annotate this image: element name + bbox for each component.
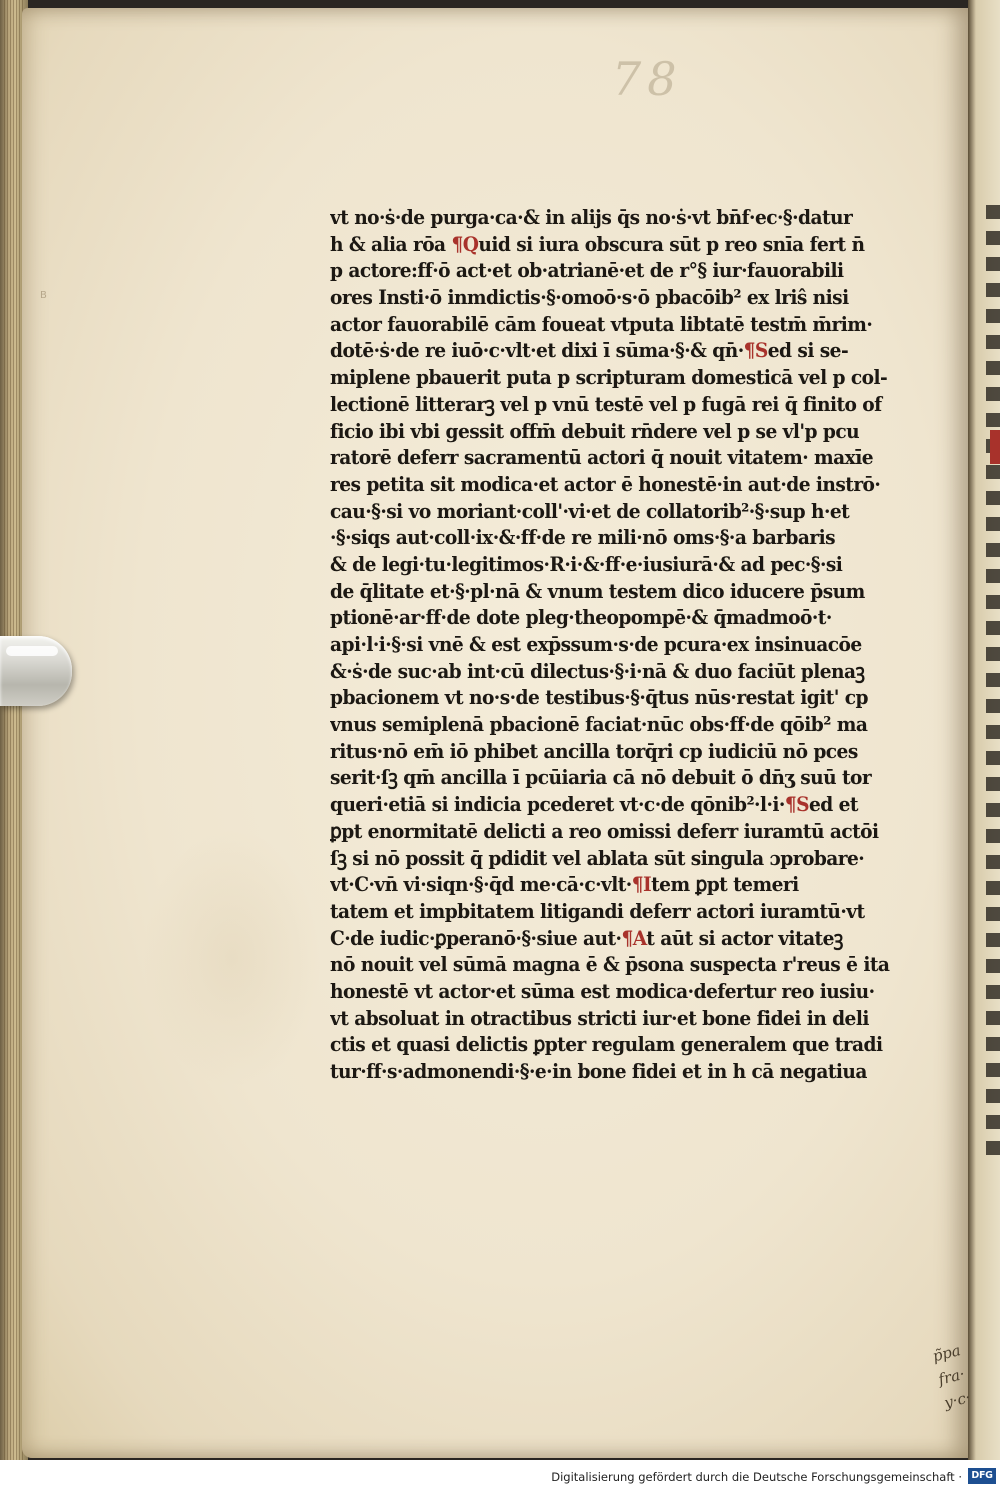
text-line: vt·C·vn̄ vi·siqn·§·q̄d me·cā·c·vlt·¶Item ꝑpt temeri [330, 872, 799, 897]
text-line: miplene pbauerit puta p scripturam domesticā vel p col- [330, 365, 888, 390]
text-line: nō nouit vel sūmā magna ē & p̄sona suspecta r'reus ē ita [330, 952, 890, 977]
text-line: ritus·nō em̄ iō phibet ancilla torq̄ri cp iudiciū nō pces [330, 738, 858, 763]
rubric-capital: ¶Q [451, 231, 479, 256]
text-line: ·§·siqs aut·coll·ix·&·ff·de re mili·nō oms·§·a barbaris [330, 525, 836, 550]
page-clip-highlight [6, 646, 58, 656]
handwritten-note-line: p̃pa [930, 1341, 963, 1366]
paper-stain [142, 828, 322, 1088]
text-line: ſꝫ si nō possit q̄ pdidit vel ablata sūt singula ɔprobare· [330, 845, 865, 870]
text-line: actor fauorabilē cām foueat vtputa libtatē testm̄ m̄rim· [330, 311, 873, 336]
handwritten-note-line: y·c· [942, 1388, 973, 1412]
text-line: ptionē·ar·ff·de dote pleg·theopompē·& q̄madmoō·t· [330, 605, 832, 630]
rubric-capital: ¶S [743, 338, 768, 363]
text-line: vnus semiplenā pbacionē faciat·nūc obs·ff·de qōib² ma [330, 712, 868, 737]
rubric-capital: ¶I [631, 872, 652, 897]
text-line: de q̄litate et·§·pl·nā & vnum testem dico iducere p̄sum [330, 578, 865, 603]
handwritten-note-line: fra· [936, 1364, 967, 1389]
text-line: h & alia rōa ¶Quid si iura obscura sūt p reo snīa fert n̄ [330, 231, 865, 256]
attribution-text: Digitalisierung gefördert durch die Deutsche Forschungsgemeinschaft · [551, 1470, 962, 1484]
text-line: vt no·ṡ·de purga·ca·& in alijs q̄s no·ṡ·vt bn̄f·ec·§·datur [330, 205, 853, 229]
dfg-logo: DFG [968, 1468, 996, 1484]
text-line: queri·etiā si indicia pcederet vt·c·de qōnib²·l·i·¶Sed et [330, 792, 858, 817]
text-line: honestē vt actor·et sūma est modica·defertur reo iusiu· [330, 978, 875, 1003]
text-line: & de legi·tu·legitimos·R·i·&·ff·e·iusiurā·& ad pec·§·si [330, 551, 843, 576]
rubric-capital: ¶S [784, 792, 809, 817]
text-line: &·ṡ·de suc·ab int·cū dilectus·§·i·nā & duo faciūt plenaꝫ [330, 658, 865, 683]
text-line: tatem et impbitatem litigandi deferr actori iuramtū·vt [330, 898, 865, 923]
text-line: ficio ibi vbi gessit offm̄ debuit rn̄dere vel p se vl'p pcu [330, 418, 860, 443]
text-line: serit·ſꝫ qm̄ ancilla ī pcūiaria cā nō debuit ō dn̄ʒ suū tor [330, 765, 872, 790]
text-line: ctis et quasi delictis ꝑpter regulam generalem que tradi [330, 1032, 883, 1057]
text-line: api·l·i·§·si vnē & est exp̄ssum·s·de pcura·ex insinuacōe [330, 632, 862, 656]
text-line: ratorē deferr sacramentū actori q̄ nouit vitatem· maxīe [330, 445, 873, 470]
text-line: p actore:ff·ō act·et ob·atrianē·et de r°§ iur·fauorabili [330, 258, 844, 283]
faint-stamp-mark: B [40, 290, 47, 301]
text-line: res petita sit modica·et actor ē honestē·in aut·de instrō· [330, 471, 881, 496]
text-line: C·de iudic·ꝑperanō·§·siue aut·¶At aūt si actor vitateꝫ [330, 925, 843, 950]
folio-pencil-mark: 78 [612, 52, 683, 106]
text-line: vt absoluat in otractibus stricti iur·et bone fidei in deli [330, 1005, 869, 1030]
facing-page-rubric [990, 430, 1000, 464]
facing-page-text [986, 205, 1000, 1165]
text-line: pbacionem vt no·s·de testibus·§·q̄tus nūs·restat igit' cp [330, 685, 869, 710]
text-line: dotē·ṡ·de re iuō·c·vlt·et dixi ī sūma·§·& qn̄·¶Sed si se- [330, 338, 849, 363]
text-line: ꝑpt enormitatē delicti a reo omissi deferr iuramtū actōi [330, 818, 879, 843]
text-line: lectionē litterarꝫ vel p vnū testē vel p fugā rei q̄ finito of [330, 391, 882, 416]
attribution-bar [0, 1460, 1000, 1497]
text-line: tur·ff·s·admonendi·§·e·in bone fidei et in h cā negatiua [330, 1059, 867, 1083]
text-line: cau·§·si vo moriant·coll'·vi·et de collatorib²·§·sup h·et [330, 498, 850, 523]
rubric-capital: ¶A [621, 925, 647, 950]
text-column [330, 204, 932, 1234]
page-stack-lines [4, 0, 24, 1460]
text-line: ores Insti·ō inmdictis·§·omoō·s·ō pbacōib² ex lriŝ nisi [330, 285, 849, 310]
